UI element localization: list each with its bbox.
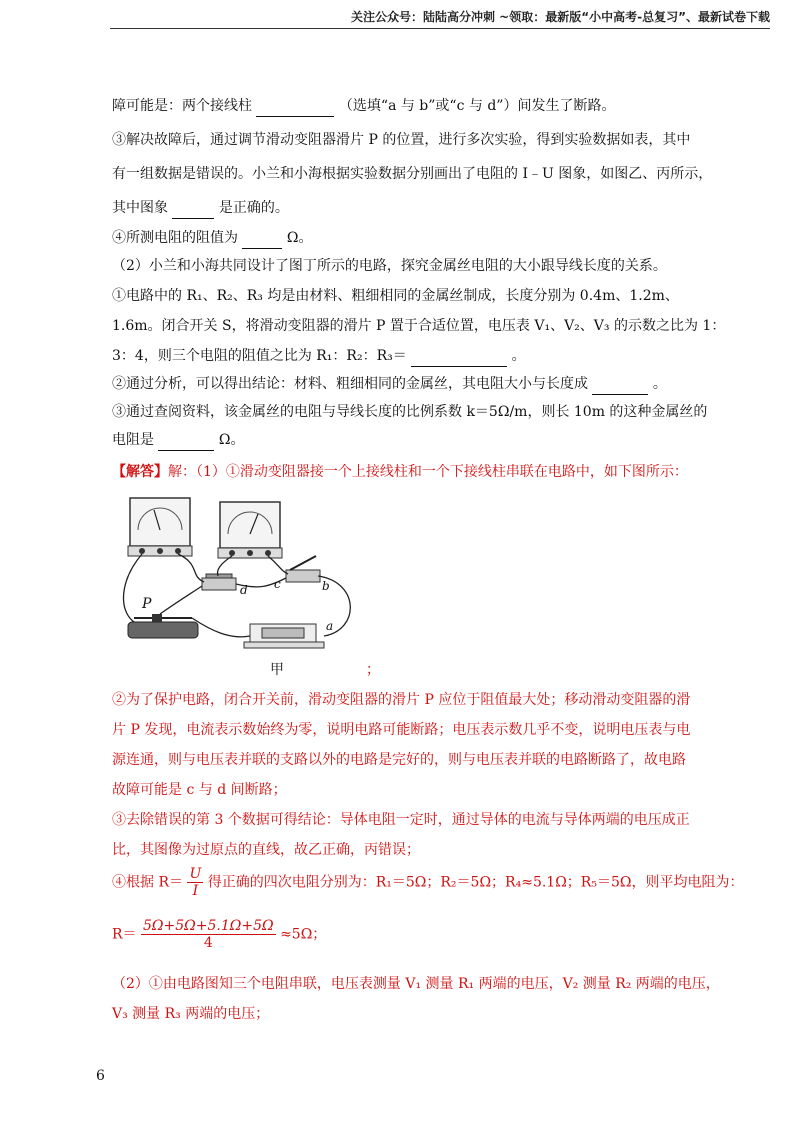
page-number: 6 [96,1068,105,1084]
answer-line-6: ③去除错误的第 3 个数据可得结论：导体电阻一定时，通过导体的电流与导体两端的电压成正 [112,812,690,828]
fraction-average: $\frac{5\Omega+5\Omega+5.1\Omega+5\Omega}{4}$ [143,918,274,951]
ammeter-icon [128,498,192,556]
answer-line-3: 片 P 发现，电流表示数始终为零，说明电路可能断路；电压表示数几乎不变，说明电压表与电 [112,722,691,738]
voltmeter-icon [218,502,282,558]
question-line-6: （2）小兰和小海共同设计了图丁所示的电路，探究金属丝电阻的大小跟导线长度的关系。 [112,258,667,274]
answer-line-9: R＝ $\frac{5\Omega+5\Omega+5.1\Omega+5\Omega}{4}$ ≈5Ω； [112,918,327,951]
battery-icon [244,624,324,648]
label-p: P [142,596,152,612]
answer-blank [256,96,334,117]
answer-line-2: ②为了保护电路，闭合开关前，滑动变阻器的滑片 P 应位于阻值最大处；移动滑动变阻器的滑 [112,692,691,708]
answer-blank [411,346,507,367]
answer-blank [172,198,214,219]
header-rule [110,28,770,29]
answer-tag: 【解答】 [112,464,168,480]
label-b: b [322,579,330,593]
question-line-11: ③通过查阅资料，该金属丝的电阻与导线长度的比例系数 k＝5Ω/m，则长 10m 的这种金属丝的 [112,404,708,420]
circuit-figure [120,490,370,680]
circuit-diagram [120,490,370,680]
answer-line-8: ④根据 R＝ $\frac{U}{I}$ 得正确的四次电阻分别为：R₁＝5Ω；R₂＝5Ω；R₄≈5.1Ω；R₅＝5Ω，则平均电阻为： [112,866,744,899]
figure-semicolon: ； [366,662,380,678]
label-c: c [274,577,281,591]
switch-icon [286,556,320,582]
answer-blank [158,430,214,451]
resistor-icon [202,574,236,590]
answer-blank [592,374,648,395]
answer-line-5: 故障可能是 c 与 d 间断路； [112,782,287,798]
answer-line-7: 比，其图像为过原点的直线，故乙正确，丙错误； [112,842,420,858]
answer-line-11: V₃ 测量 R₃ 两端的电压； [112,1006,270,1022]
question-line-8: 1.6m。闭合开关 S，将滑动变阻器的滑片 P 置于合适位置，电压表 V₁、V₂、V₃ 的示数之比为 1： [112,318,726,334]
rheostat-icon [128,614,198,638]
question-line-9: 3：4，则三个电阻的阻值之比为 R₁：R₂：R₃＝ 。 [112,346,526,367]
question-line-3: 有一组数据是错误的。小兰和小海根据实验数据分别画出了电阻的 I﹣U 图象，如图乙、丙所示， [112,166,713,182]
answer-line-4: 源连通，则与电压表并联的支路以外的电路是完好的，则与电压表并联的电路断路了，故电路 [112,752,686,768]
page-header: 关注公众号：陆陆高分冲刺 ~领取：最新版“小中高考-总复习”、最新试卷下载 [351,10,770,24]
answer-blank [242,228,282,249]
question-line-7: ①电路中的 R₁、R₂、R₃ 均是由材料、粗细相同的金属丝制成，长度分别为 0.4m、1.2m、 [112,288,679,304]
question-line-12: 电阻是 Ω。 [112,430,245,451]
label-a: a [326,619,334,633]
question-line-5: ④所测电阻的阻值为 Ω。 [112,228,313,249]
fraction-u-over-i: $\frac{U}{I}$ [189,866,202,899]
figure-caption: 甲 [270,662,284,678]
answer-line-1: 【解答】解：（1）①滑动变阻器接一个上接线柱和一个下接线柱串联在电路中，如下图所示： [112,464,688,480]
question-line-2: ③解决故障后，通过调节滑动变阻器滑片 P 的位置，进行多次实验，得到实验数据如表，其中 [112,132,691,148]
label-d: d [240,583,248,597]
question-line-10: ②通过分析，可以得出结论：材料、粗细相同的金属丝，其电阻大小与长度成 。 [112,374,667,395]
question-line-4: 其中图象 是正确的。 [112,198,289,219]
question-line-1: 障可能是：两个接线柱 （选填“a 与 b”或“c 与 d”）间发生了断路。 [112,96,615,117]
answer-line-10: （2）①由电路图知三个电阻串联，电压表测量 V₁ 测量 R₁ 两端的电压，V₂ 测量 R₂ 两端的电压， [112,976,720,992]
